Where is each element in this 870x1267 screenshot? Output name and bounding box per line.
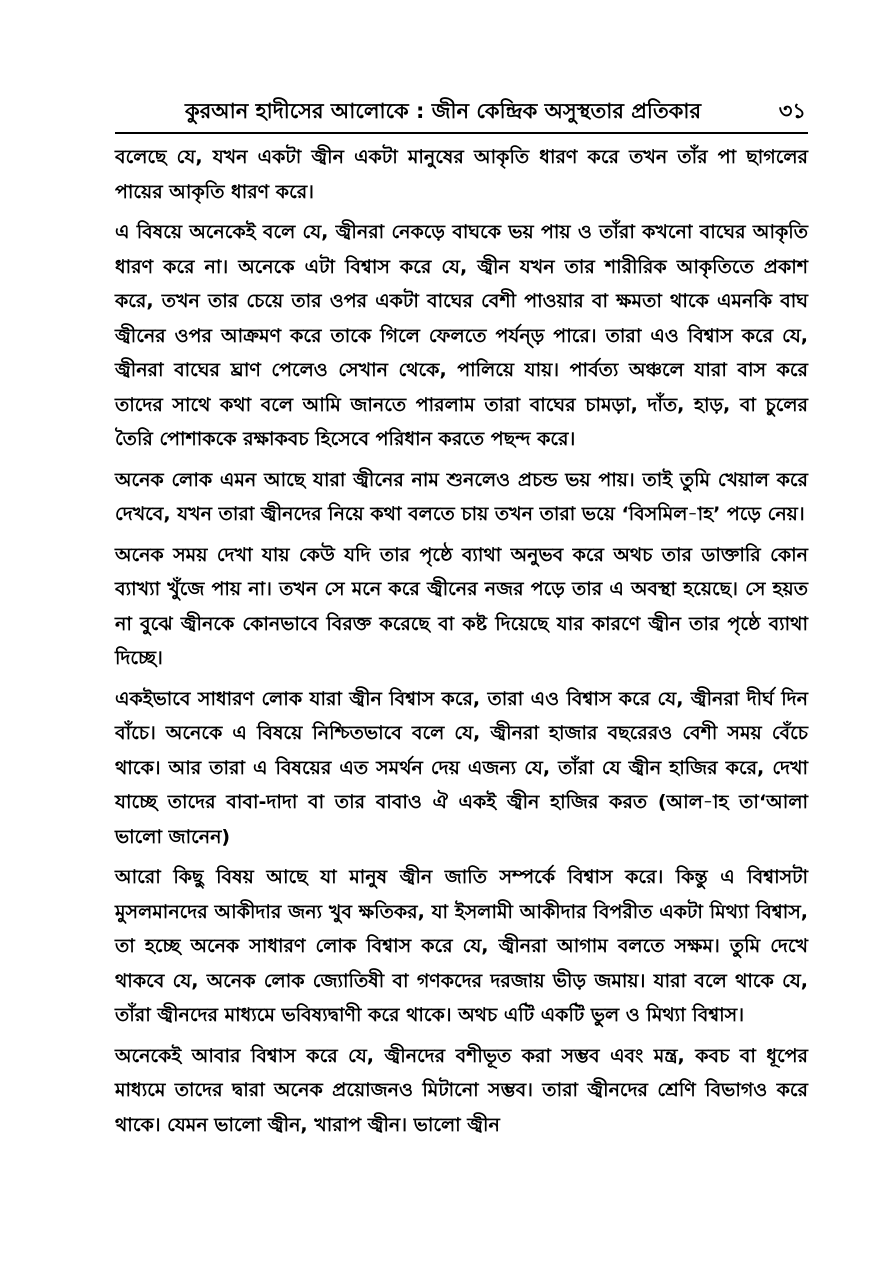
paragraph: একইভাবে সাধারণ লোক যারা জ্বীন বিশ্বাস করে, তারা এও বিশ্বাস করে যে, জ্বীনরা দীর্ঘ দিন বাঁচে। অনেকে এ বিষয়ে নিশ্চিতভাবে বলে যে, জ্বীনরা হাজার বছরেরও বেশী সময় বেঁচে থাকে। আর তারা এ বিষয়ের এত সমর্থন দেয় এজন্য যে, তাঁরা যে জ্বীন হাজির করে, দেখা যাচ্ছে তাদের বাবা-দাদা বা তার বাবাও ঐ একই জ্বীন হাজির করত (আল-াহ তা‘আলা ভালো জানেন) bbox=[115, 687, 808, 848]
running-header bbox=[115, 96, 808, 134]
paragraph: অনেক লোক এমন আছে যারা জ্বীনের নাম শুনলেও প্রচন্ড ভয় পায়। তাই তুমি খেয়াল করে দেখবে, যখন তারা জ্বীনদের নিয়ে কথা বলতে চায় তখন তারা ভয়ে ‘বিসমিল-াহ’ পড়ে নেয়। bbox=[115, 468, 808, 525]
paragraph: বলেছে যে, যখন একটা জ্বীন একটা মানুষের আকৃতি ধারণ করে তখন তাঁর পা ছাগলের পায়ের আকৃতি ধারণ করে। bbox=[115, 146, 808, 203]
running-header-title: কুরআন হাদীসের আলোকে : জীন কেন্দ্রিক অসুস্থতার প্রতিকার bbox=[185, 99, 702, 123]
paragraph: অনেকেই আবার বিশ্বাস করে যে, জ্বীনদের বশীভূত করা সম্ভব এবং মন্ত্র, কবচ বা ধূপের মাধ্যমে তাদের দ্বারা অনেক প্রয়োজনও মিটানো সম্ভব। তারা জ্বীনদের শ্রেণি বিভাগও করে থাকে। যেমন ভালো জ্বীন, খারাপ জ্বীন। ভালো জ্বীন bbox=[115, 1044, 808, 1136]
body-text bbox=[115, 140, 808, 1142]
page-number: ৩১ bbox=[778, 99, 806, 123]
paragraph: এ বিষয়ে অনেকেই বলে যে, জ্বীনরা নেকড়ে বাঘকে ভয় পায় ও তাঁরা কখনো বাঘের আকৃতি ধারণ করে না। অনেকে এটা বিশ্বাস করে যে, জ্বীন যখন তার শারীরিক আকৃতিতে প্রকাশ করে, তখন তার চেয়ে তার ওপর একটা বাঘের বেশী পাওয়ার বা ক্ষমতা থাকে এমনকি বাঘ জ্বীনের ওপর আক্রমণ করে তাকে গিলে ফেলতে পর্যন্ড় পারে। তারা এও বিশ্বাস করে যে, জ্বীনরা বাঘের ঘ্রাণ পেলেও সেখান থেকে, পালিয়ে যায়। পার্বত্য অঞ্চলে যারা বাস করে তাদের সাথে কথা বলে আমি জানতে পারলাম তারা বাঘের চামড়া, দাঁত, হাড়, বা চুলের তৈরি পোশাককে রক্ষাকবচ হিসেবে পরিধান করতে পছন্দ করে। bbox=[115, 221, 808, 450]
paragraph: আরো কিছু বিষয় আছে যা মানুষ জ্বীন জাতি সম্পর্কে বিশ্বাস করে। কিন্তু এ বিশ্বাসটা মুসলমানদের আকীদার জন্য খুব ক্ষতিকর, যা ইসলামী আকীদার বিপরীত একটা মিথ্যা বিশ্বাস, তা হচ্ছে অনেক সাধারণ লোক বিশ্বাস করে যে, জ্বীনরা আগাম বলতে সক্ষম। তুমি দেখে থাকবে যে, অনেক লোক জ্যোতিষী বা গণকদের দরজায় ভীড় জমায়। যারা বলে থাকে যে, তাঁরা জ্বীনদের মাধ্যমে ভবিষ্যদ্বাণী করে থাকে। অথচ এটি একটি ভুল ও মিথ্যা বিশ্বাস। bbox=[115, 866, 808, 1026]
paragraph: অনেক সময় দেখা যায় কেউ যদি তার পৃষ্ঠে ব্যাথা অনুভব করে অথচ তার ডাক্তারি কোন ব্যাখ্যা খুঁজে পায় না। তখন সে মনে করে জ্বীনের নজর পড়ে তার এ অবস্থা হয়েছে। সে হয়ত না বুঝে জ্বীনকে কোনভাবে বিরক্ত করেছে বা কষ্ট দিয়েছে যার কারণে জ্বীন তার পৃষ্ঠে ব্যাথা দিচ্ছে। bbox=[115, 543, 808, 669]
document-page bbox=[115, 96, 808, 1148]
